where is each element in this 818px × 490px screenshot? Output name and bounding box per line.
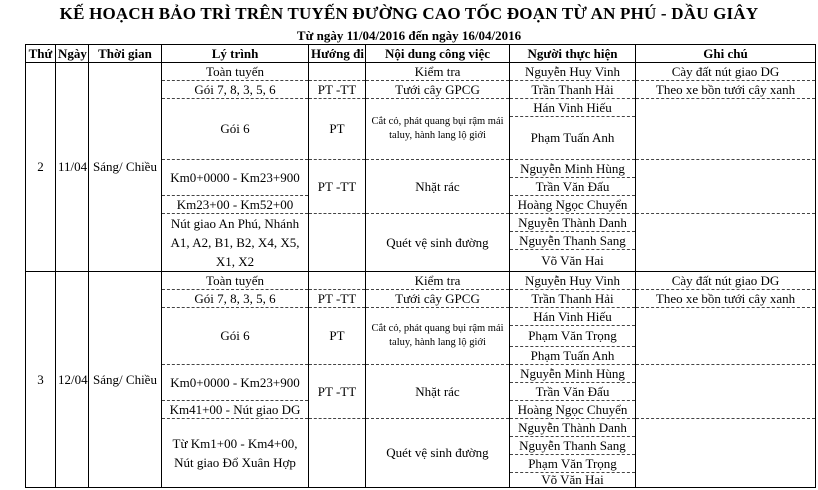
cell-ghi-chu: Theo xe bồn tưới cây xanh [636, 81, 816, 99]
cell-ghi-chu [636, 214, 816, 272]
cell-thoi-gian: Sáng/ Chiều [89, 272, 162, 488]
cell-ly-trinh: Km0+0000 - Km23+900 [162, 365, 309, 401]
cell-thu: 3 [26, 272, 56, 488]
cell-ly-trinh: Gói 6 [162, 308, 309, 365]
cell-thoi-gian: Sáng/ Chiều [89, 63, 162, 272]
cell-nguoi: Hoàng Ngọc Chuyển [510, 196, 636, 214]
page-subtitle: Từ ngày 11/04/2016 đến ngày 16/04/2016 [296, 28, 522, 43]
cell-ly-trinh: Gói 6 [162, 99, 309, 160]
cell-ngay: 12/04 [56, 272, 89, 488]
cell-nguoi: Phạm Văn Trọng [510, 326, 636, 347]
cell-noi-dung: Nhặt rác [366, 160, 510, 214]
cell-ly-trinh: Từ Km1+00 - Km4+00, Nút giao Đổ Xuân Hợp [162, 419, 309, 488]
header-huong-di: Hướng đi [309, 45, 366, 63]
cell-ly-trinh: Toàn tuyến [162, 63, 309, 81]
cell-huong-di: PT [309, 308, 366, 365]
cell-huong-di: PT -TT [309, 160, 366, 214]
cell-noi-dung: Quét vệ sinh đường [366, 419, 510, 488]
cell-nguoi: Hán Vinh Hiếu [510, 308, 636, 326]
header-thu: Thứ [26, 45, 56, 63]
cell-noi-dung: Tưới cây GPCG [366, 290, 510, 308]
header-row [26, 45, 816, 63]
header-ngay: Ngày [56, 45, 89, 63]
cell-huong-di: PT [309, 99, 366, 160]
cell-nguoi: Phạm Tuấn Anh [510, 117, 636, 160]
cell-nguoi: Hán Vinh Hiếu [510, 99, 636, 117]
cell-huong-di: PT -TT [309, 81, 366, 99]
cell-nguoi: Nguyễn Minh Hùng [510, 160, 636, 178]
header-thoi-gian: Thời gian [89, 45, 162, 63]
cell-nguoi: Võ Văn Hai [510, 473, 636, 488]
cell-nguoi: Trần Văn Đấu [510, 178, 636, 196]
cell-nguoi: Nguyễn Minh Hùng [510, 365, 636, 383]
cell-ngay: 11/04 [56, 63, 89, 272]
cell-ghi-chu [636, 419, 816, 488]
table-row [26, 63, 816, 81]
cell-ghi-chu [636, 365, 816, 419]
cell-ghi-chu: Theo xe bồn tưới cây xanh [636, 290, 816, 308]
cell-nguoi: Nguyễn Thành Danh [510, 419, 636, 437]
cell-ly-trinh: Km23+00 - Km52+00 [162, 196, 309, 214]
maintenance-table [25, 44, 816, 488]
header-noi-dung: Nội dung công việc [366, 45, 510, 63]
cell-ly-trinh: Toàn tuyến [162, 272, 309, 290]
cell-ly-trinh: Gói 7, 8, 3, 5, 6 [162, 290, 309, 308]
cell-ghi-chu [636, 160, 816, 214]
cell-huong-di: PT -TT [309, 365, 366, 419]
cell-nguoi: Trần Thanh Hải [510, 290, 636, 308]
cell-noi-dung: Quét vệ sinh đường [366, 214, 510, 272]
cell-ghi-chu [636, 99, 816, 160]
cell-noi-dung: Tưới cây GPCG [366, 81, 510, 99]
cell-noi-dung: Nhặt rác [366, 365, 510, 419]
cell-nguoi: Phạm Tuấn Anh [510, 347, 636, 365]
cell-thu: 2 [26, 63, 56, 272]
table-row [26, 272, 816, 290]
cell-huong-di [309, 272, 366, 290]
cell-huong-di [309, 63, 366, 81]
cell-ghi-chu: Cày đất nút giao DG [636, 63, 816, 81]
cell-nguoi: Trần Thanh Hải [510, 81, 636, 99]
header-ghi-chu: Ghi chú [636, 45, 816, 63]
cell-huong-di: PT -TT [309, 290, 366, 308]
header-ly-trinh: Lý trình [162, 45, 309, 63]
cell-ly-trinh: Km41+00 - Nút giao DG [162, 401, 309, 419]
cell-nguoi: Hoàng Ngọc Chuyển [510, 401, 636, 419]
cell-nguoi: Nguyễn Thanh Sang [510, 437, 636, 455]
cell-nguoi: Phạm Văn Trọng [510, 455, 636, 473]
cell-nguoi: Nguyễn Thanh Sang [510, 232, 636, 250]
header-nguoi-thuc-hien: Người thực hiện [510, 45, 636, 63]
cell-nguoi: Nguyễn Huy Vinh [510, 272, 636, 290]
cell-noi-dung: Cắt cỏ, phát quang bụi rậm mái taluy, hành lang lộ giới [366, 308, 510, 365]
cell-huong-di [309, 214, 366, 272]
cell-ghi-chu [636, 308, 816, 365]
cell-ly-trinh: Gói 7, 8, 3, 5, 6 [162, 81, 309, 99]
cell-noi-dung: Kiểm tra [366, 272, 510, 290]
cell-noi-dung: Cắt cỏ, phát quang bụi rậm mái taluy, hành lang lộ giới [366, 99, 510, 160]
cell-ghi-chu: Cày đất nút giao DG [636, 272, 816, 290]
cell-nguoi: Nguyễn Huy Vinh [510, 63, 636, 81]
cell-ly-trinh: Nút giao An Phú, Nhánh A1, A2, B1, B2, X4, X5, X1, X2 [162, 214, 309, 272]
cell-nguoi: Nguyễn Thành Danh [510, 214, 636, 232]
cell-nguoi: Trần Văn Đấu [510, 383, 636, 401]
cell-nguoi: Võ Văn Hai [510, 250, 636, 272]
cell-noi-dung: Kiểm tra [366, 63, 510, 81]
page-title: KẾ HOẠCH BẢO TRÌ TRÊN TUYẾN ĐƯỜNG CAO TỐC ĐOẠN TỪ AN PHÚ - DẦU GIÂY [59, 4, 759, 23]
cell-ly-trinh: Km0+0000 - Km23+900 [162, 160, 309, 196]
cell-huong-di [309, 419, 366, 488]
